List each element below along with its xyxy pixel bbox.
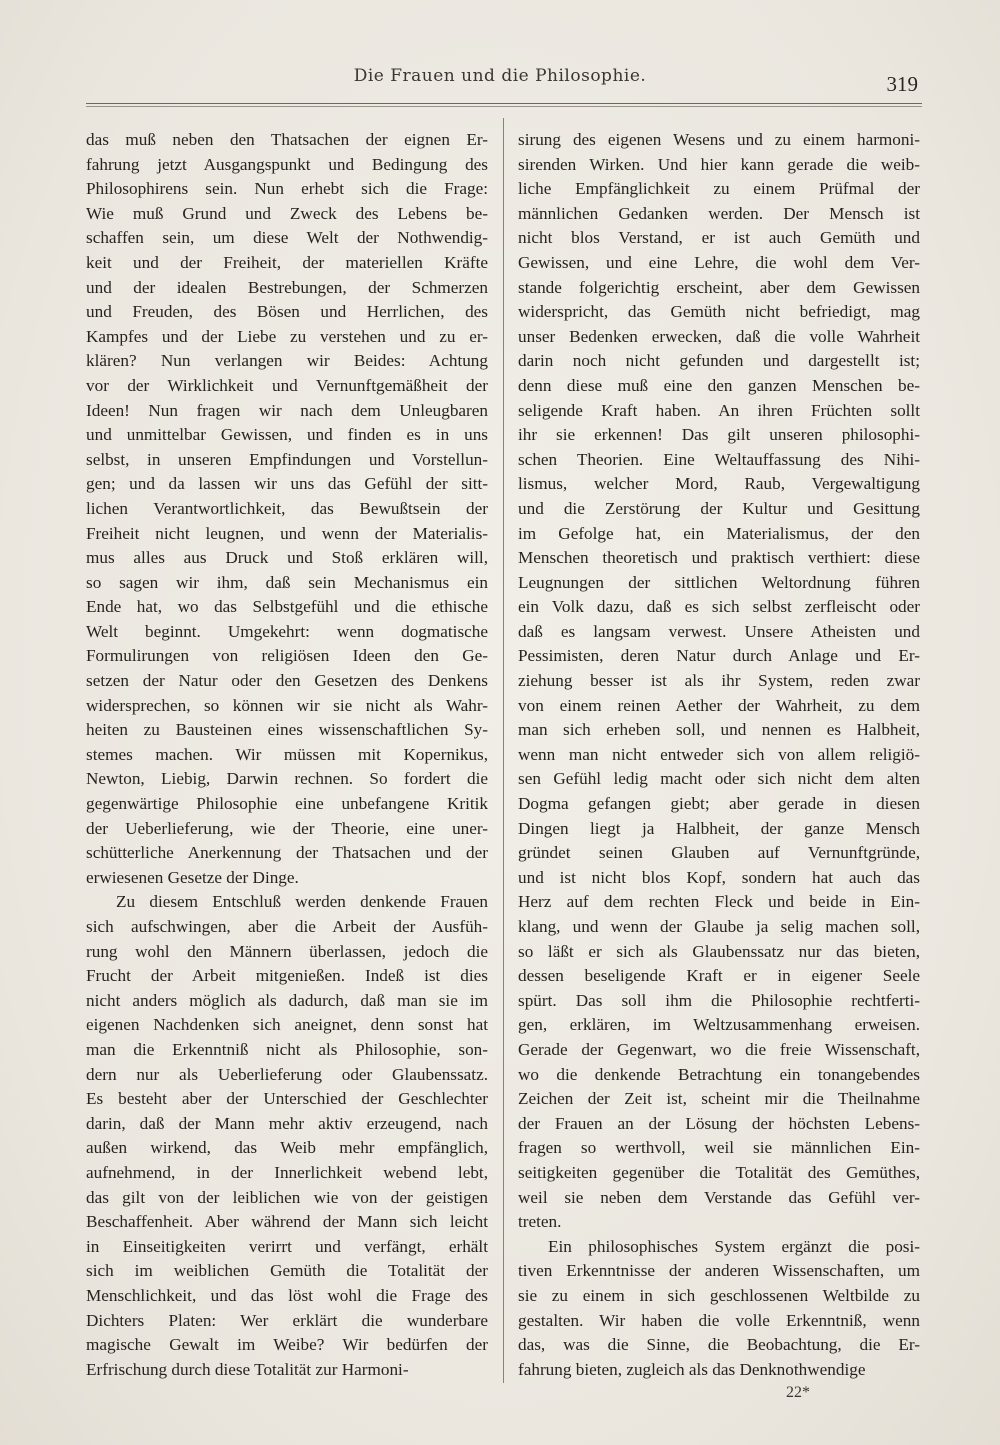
text-line: liche Empfänglichkeit zu einem Prüfmal der bbox=[518, 179, 920, 199]
text-line: gründet seinen Glauben auf Vernunftgründe, bbox=[518, 843, 920, 863]
text-line: Herz auf dem rechten Fleck und beide in Ein- bbox=[518, 892, 920, 912]
text-line: schen Theorien. Eine Weltauffassung des Nihi- bbox=[518, 449, 920, 469]
text-line: keit und der Freiheit, der materiellen Kräfte bbox=[86, 252, 488, 272]
text-line: wo die denkende Betrachtung ein tonangebendes bbox=[518, 1064, 920, 1084]
text-line: erwiesenen Gesetze der Dinge. bbox=[86, 867, 299, 887]
text-line: lichen Verantwortlichkeit, das Bewußtsein der bbox=[86, 498, 488, 518]
text-line: darin noch nicht gefunden und dargestellt ist; bbox=[518, 351, 920, 371]
text-line: wenn man nicht entweder sich von allem religiö- bbox=[518, 744, 920, 764]
page-number: 319 bbox=[886, 72, 918, 96]
text-line: seitigkeiten gegenüber die Totalität des Gemüthes, bbox=[518, 1162, 920, 1182]
text-line: Leugnungen der sittlichen Weltordnung führen bbox=[518, 572, 920, 592]
text-line: klang, und wenn der Glaube ja selig machen soll, bbox=[518, 917, 920, 936]
text-line: Zu diesem Entschluß werden denkende Frauen bbox=[116, 892, 488, 912]
text-line: Dingen liegt ja Halbheit, der ganze Mensch bbox=[518, 818, 920, 838]
text-line: sich aufschwingen, aber die Arbeit der Ausfüh- bbox=[86, 917, 488, 936]
text-line: eigenen Nachdenken sich aneignet, denn sonst hat bbox=[86, 1015, 488, 1035]
left-column bbox=[86, 128, 488, 1388]
text-line: männlichen Gedanken werden. Der Mensch ist bbox=[518, 203, 920, 223]
text-line: schaffen sein, um diese Welt der Nothwendig- bbox=[86, 228, 488, 248]
text-line: fragen so werthvoll, weil sie männlichen Ein- bbox=[518, 1138, 920, 1158]
printer-signature: 22* bbox=[786, 1384, 810, 1401]
text-line: tiven Erkenntnisse der anderen Wissenschaften, um bbox=[518, 1261, 920, 1281]
text-line: Frucht der Arbeit mitgenießen. Indeß ist dies bbox=[86, 966, 488, 986]
text-line: Es besteht aber der Unterschied der Geschlechter bbox=[86, 1089, 488, 1109]
text-line: dessen beseligende Kraft er in eigener Seele bbox=[518, 966, 920, 986]
text-line: man die Erkenntniß nicht als Philosophie, son- bbox=[86, 1039, 488, 1059]
text-line: setzen der Natur oder den Gesetzen des Denkens bbox=[86, 671, 488, 691]
text-line: so sagen wir ihm, daß sein Mechanismus ein bbox=[86, 572, 488, 592]
text-line: das gilt von der leiblichen wie von der geistigen bbox=[86, 1187, 488, 1207]
text-line: unser Bedenken erwecken, daß die volle Wahrheit bbox=[518, 326, 920, 346]
text-line: sen Gefühl ledig macht oder sich nicht dem alten bbox=[518, 769, 920, 789]
text-line: gestalten. Wir haben die volle Erkenntniß, wenn bbox=[518, 1310, 920, 1330]
text-line: Welt beginnt. Umgekehrt: wenn dogmatische bbox=[86, 621, 488, 641]
text-line: dern nur als Ueberlieferung oder Glaubenssatz. bbox=[86, 1064, 488, 1084]
running-head bbox=[0, 62, 1000, 102]
text-line: ihr sie erkennen! Das gilt unseren philosophi- bbox=[518, 425, 920, 445]
text-line: so läßt er sich als Glaubenssatz nur das bieten, bbox=[518, 941, 920, 961]
text-line: fahrung bieten, zugleich als das Denknothwendige bbox=[518, 1359, 866, 1379]
text-line: sirenden Wirken. Und hier kann gerade die weib- bbox=[518, 154, 920, 174]
text-line: sirung des eigenen Wesens und zu einem harmoni- bbox=[518, 130, 920, 149]
text-line: Philosophirens sein. Nun erhebt sich die Frage: bbox=[86, 179, 488, 199]
text-line: Newton, Liebig, Darwin rechnen. So fordert die bbox=[86, 769, 488, 789]
text-line: Ideen! Nun fragen wir nach dem Unleugbaren bbox=[86, 400, 488, 420]
text-line: und unmittelbar Gewissen, und finden es in uns bbox=[86, 425, 488, 445]
text-line: und der idealen Bestrebungen, der Schmerzen bbox=[86, 277, 488, 297]
text-line: Dogma gefangen giebt; aber gerade in diesen bbox=[518, 794, 920, 814]
text-line: Wie muß Grund und Zweck des Lebens be- bbox=[86, 203, 488, 223]
text-line: Freiheit nicht leugnen, und wenn der Materialis- bbox=[86, 523, 488, 543]
text-line: der Ueberlieferung, wie der Theorie, eine uner- bbox=[86, 818, 488, 838]
text-line: schütterliche Anerkennung der Thatsachen und der bbox=[86, 843, 488, 863]
text-line: Gerade der Gegenwart, wo die freie Wissenschaft, bbox=[518, 1039, 920, 1059]
text-line: das, was die Sinne, die Beobachtung, die Er- bbox=[518, 1335, 920, 1355]
text-line: lismus, welcher Mord, Raub, Vergewaltigung bbox=[518, 474, 920, 494]
text-line: Zeichen der Zeit ist, scheint mir die Theilnahme bbox=[518, 1089, 920, 1109]
text-line: von einem reinen Aether der Wahrheit, zu dem bbox=[518, 695, 920, 715]
text-line: stemes machen. Wir müssen mit Kopernikus, bbox=[86, 744, 488, 764]
text-line: Erfrischung durch diese Totalität zur Harmoni- bbox=[86, 1359, 409, 1379]
text-line: Beschaffenheit. Aber während der Mann sich leicht bbox=[86, 1212, 488, 1232]
text-line: daß es langsam verwest. Unsere Atheisten und bbox=[518, 621, 920, 641]
text-line: gen, erklären, im Weltzusammenhang erweisen. bbox=[518, 1015, 920, 1035]
text-line: vor der Wirklichkeit und Vernunftgemäßheit der bbox=[86, 375, 488, 395]
text-line: mus alles aus Druck und Stoß erklären will, bbox=[86, 548, 488, 568]
column-divider bbox=[503, 118, 504, 1383]
text-line: weil sie neben dem Verstande das Gefühl ver- bbox=[518, 1187, 920, 1207]
text-line: nicht blos Verstand, er ist auch Gemüth und bbox=[518, 228, 920, 248]
text-line: gen; und da lassen wir uns das Gefühl der sitt- bbox=[86, 474, 488, 494]
running-title: Die Frauen und die Philosophie. bbox=[353, 66, 647, 86]
text-line: im Gefolge hat, ein Materialismus, der den bbox=[518, 523, 920, 543]
text-line: nicht anders möglich als dadurch, daß man sie im bbox=[86, 990, 488, 1010]
text-line: treten. bbox=[518, 1212, 562, 1232]
text-line: spürt. Das soll ihm die Philosophie rechtferti- bbox=[518, 990, 920, 1010]
text-line: ziehung besser ist als ihr System, reden zwar bbox=[518, 671, 920, 691]
text-line: stande folgerichtig erscheint, aber dem Gewissen bbox=[518, 277, 920, 297]
text-line: sich im weiblichen Gemüth die Totalität der bbox=[86, 1261, 488, 1281]
right-column bbox=[518, 128, 920, 1388]
text-line: klären? Nun verlangen wir Beides: Achtung bbox=[86, 351, 488, 371]
text-line: außen wirkend, das Weib mehr empfänglich, bbox=[86, 1138, 488, 1158]
text-line: widersprechen, so können wir sie nicht als Wahr- bbox=[86, 695, 488, 715]
header-rule bbox=[86, 103, 922, 107]
text-line: Gewissen, und eine Lehre, die wohl dem Ver- bbox=[518, 252, 920, 272]
text-line: Dichters Platen: Wer erklärt die wunderbare bbox=[86, 1310, 488, 1330]
text-line: in Einseitigkeiten verirrt und verfängt, erhält bbox=[86, 1236, 488, 1256]
text-line: Ende hat, wo das Selbstgefühl und die ethische bbox=[86, 597, 488, 617]
text-line: fahrung jetzt Ausgangspunkt und Bedingung des bbox=[86, 154, 488, 174]
text-line: und Freuden, des Bösen und Herrlichen, des bbox=[86, 302, 488, 322]
text-line: gegenwärtige Philosophie eine unbefangene Kritik bbox=[86, 794, 488, 814]
text-line: der Frauen an der Lösung der höchsten Lebens- bbox=[518, 1113, 920, 1133]
text-line: heiten zu Bausteinen eines wissenschaftlichen Sy- bbox=[86, 720, 488, 740]
text-line: Formulirungen von religiösen Ideen den Ge- bbox=[86, 646, 488, 666]
text-line: Menschen theoretisch und praktisch verthiert: diese bbox=[518, 548, 920, 568]
text-line: Menschlichkeit, und das löst wohl die Frage des bbox=[86, 1285, 488, 1305]
text-line: Pessimisten, deren Natur durch Anlage und Er- bbox=[518, 646, 920, 666]
text-line: denn diese muß eine den ganzen Menschen be- bbox=[518, 375, 920, 395]
text-line: und die Zerstörung der Kultur und Gesittung bbox=[518, 498, 920, 518]
text-line: und ist nicht blos Kopf, sondern hat auch das bbox=[518, 867, 920, 887]
text-line: aufnehmend, in der Innerlichkeit webend lebt, bbox=[86, 1162, 488, 1182]
text-line: rung wohl den Männern überlassen, jedoch die bbox=[86, 941, 488, 961]
text-line: magische Gewalt im Weibe? Wir bedürfen der bbox=[86, 1335, 488, 1355]
text-line: man sich erheben soll, und nennen es Halbheit, bbox=[518, 720, 920, 740]
text-line: selbst, in unseren Empfindungen und Vorstellun- bbox=[86, 449, 488, 469]
text-line: sie zu einem in sich geschlossenen Weltbilde zu bbox=[518, 1285, 920, 1305]
text-line: das muß neben den Thatsachen der eignen Er- bbox=[86, 130, 488, 149]
text-line: Ein philosophisches System ergänzt die posi- bbox=[548, 1236, 920, 1256]
text-line: Kampfes und der Liebe zu verstehen und zu er- bbox=[86, 326, 488, 346]
text-line: darin, daß der Mann mehr aktiv erzeugend, nach bbox=[86, 1113, 488, 1133]
text-line: widerspricht, das Gemüth nicht befriedigt, mag bbox=[518, 302, 920, 322]
text-line: ein Volk dazu, daß es sich selbst zerfleischt oder bbox=[518, 597, 920, 617]
text-line: seligende Kraft haben. An ihren Früchten sollt bbox=[518, 400, 920, 420]
